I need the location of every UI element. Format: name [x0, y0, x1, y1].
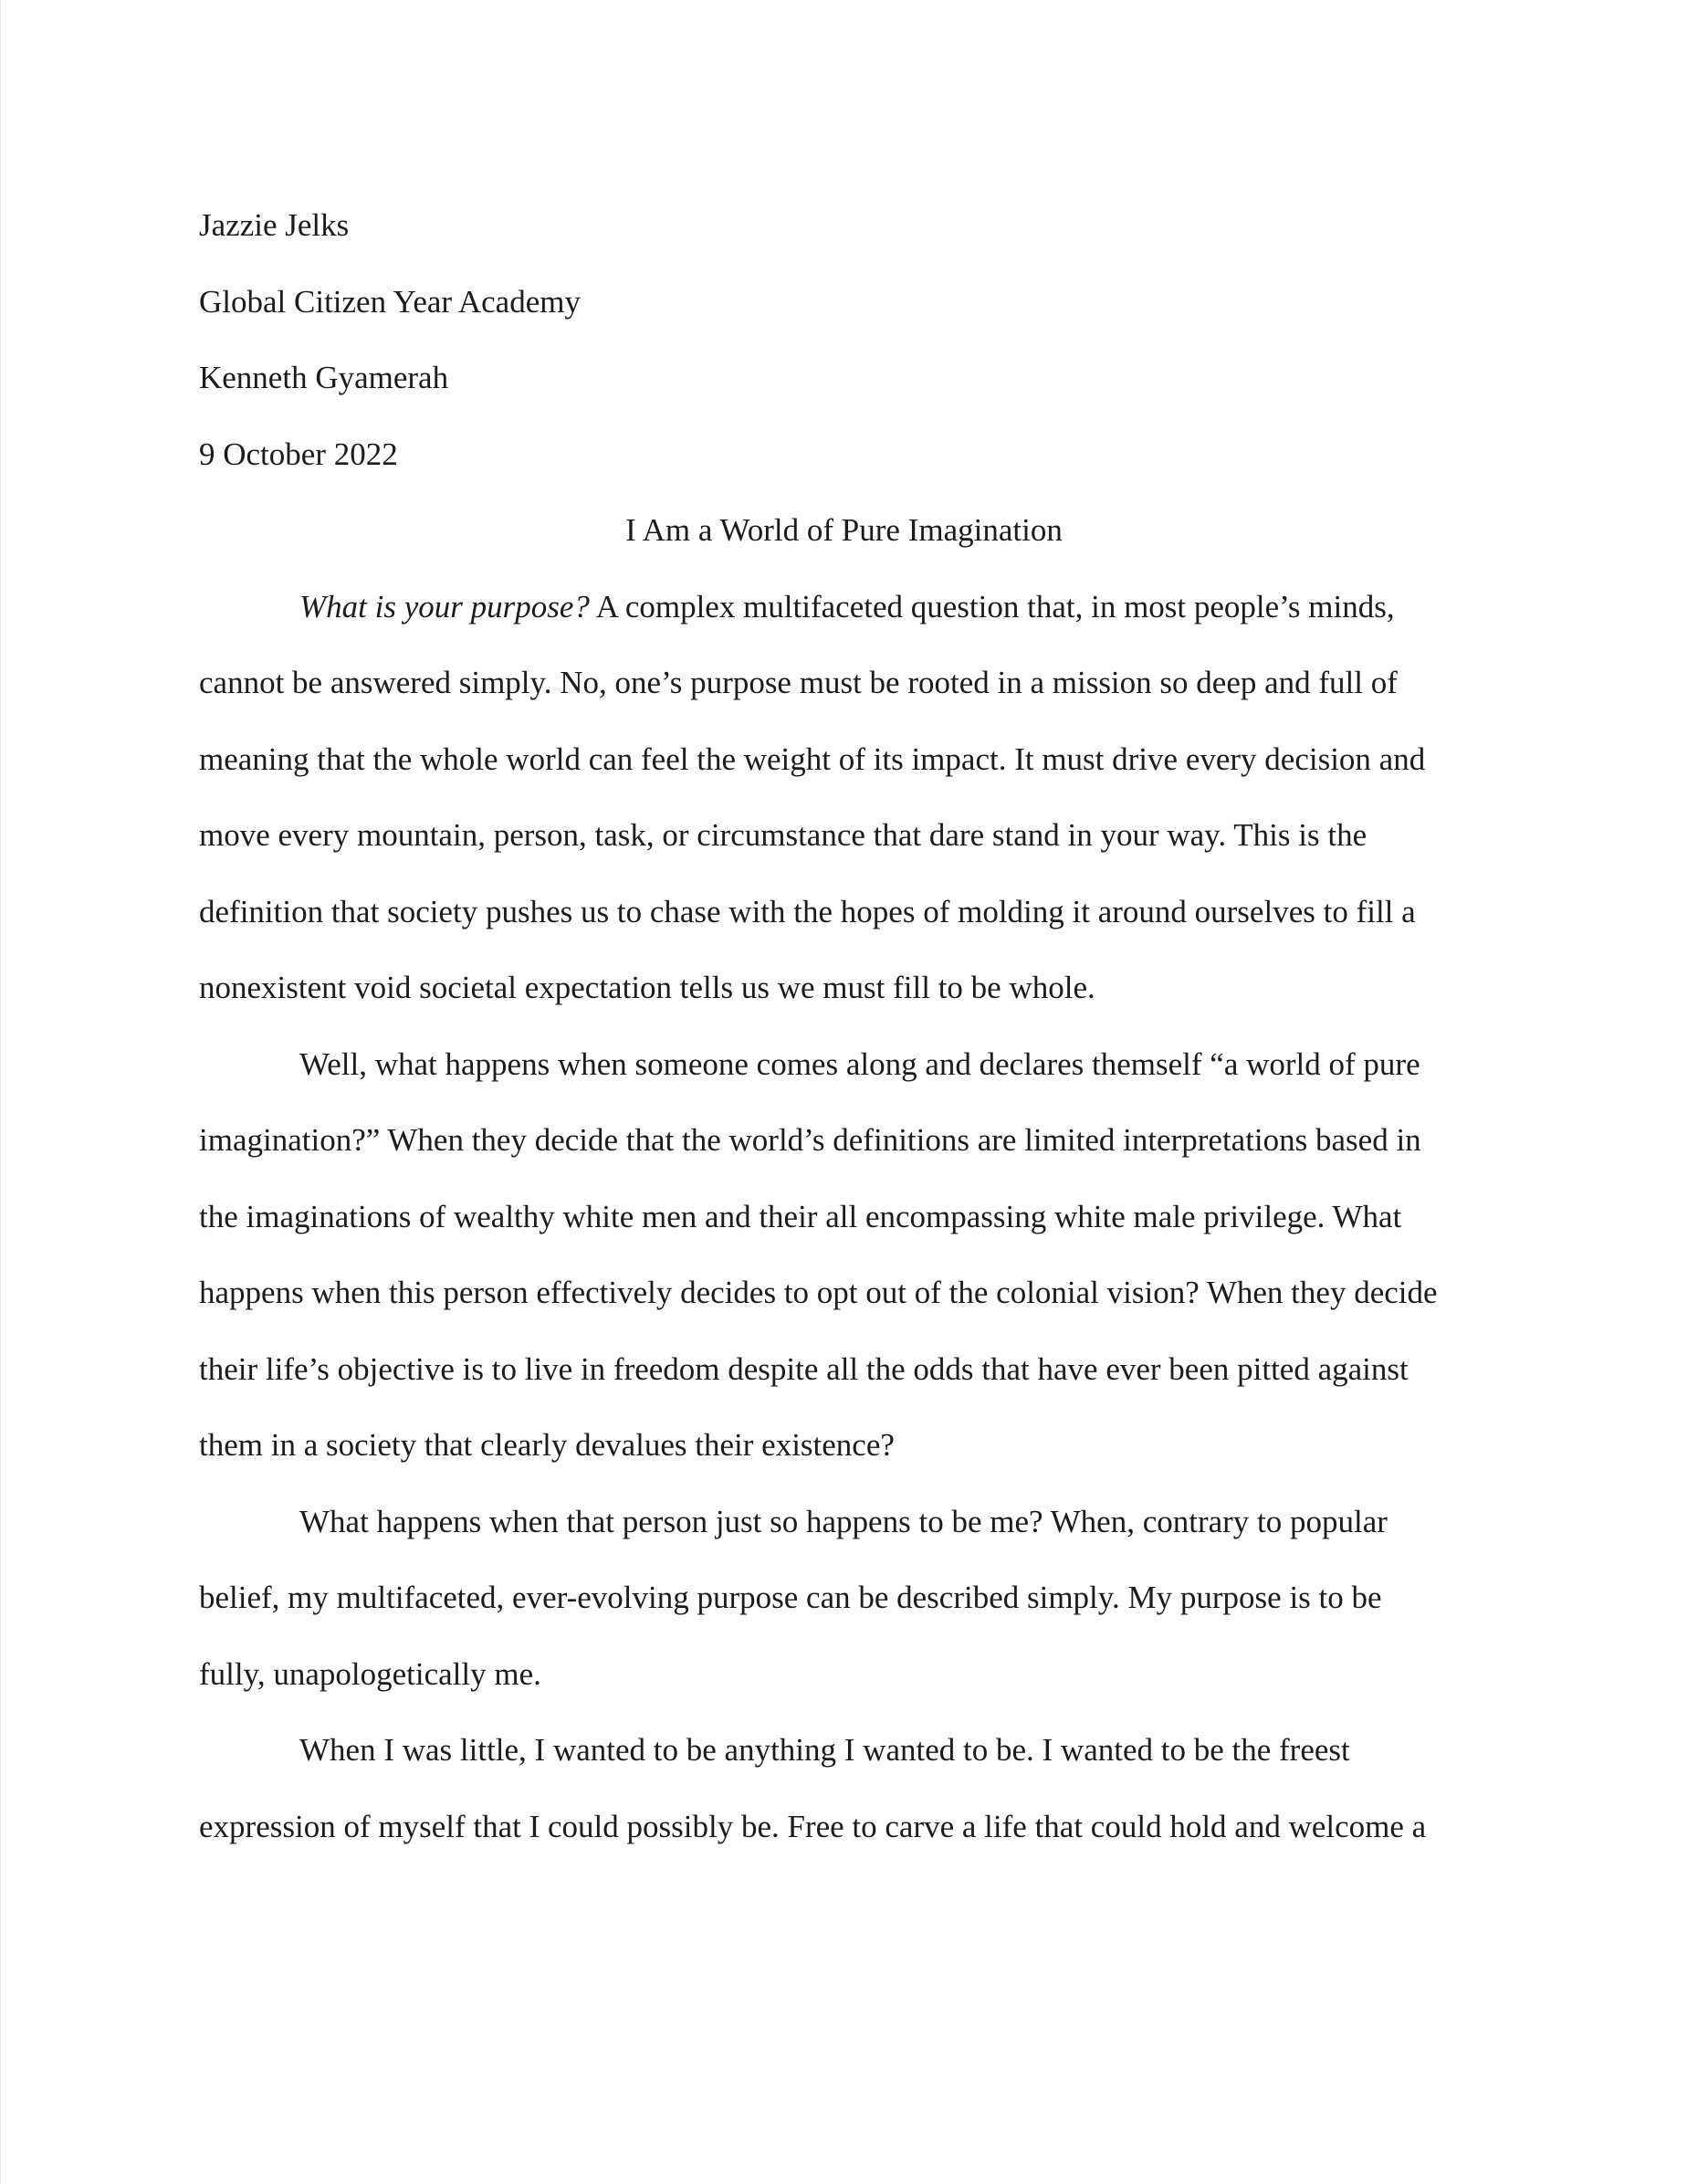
paragraph-line: What happens when that person just so happens to be me? When, contrary to popular: [299, 1503, 1388, 1539]
essay-title: I Am a World of Pure Imagination: [625, 512, 1063, 548]
paragraph-line: When I was little, I wanted to be anything I wanted to be. I wanted to be the freest: [299, 1732, 1350, 1768]
paragraph-line: the imaginations of wealthy white men and their all encompassing white male privilege. What: [199, 1198, 1402, 1234]
instructor-name: Kenneth Gyamerah: [199, 360, 449, 395]
institution-name: Global Citizen Year Academy: [199, 283, 581, 320]
paragraph-line: Well, what happens when someone comes along and declares themself “a world of pure: [299, 1045, 1420, 1082]
paragraph-line: [199, 569, 1495, 646]
paragraph: [199, 1712, 1495, 1864]
line-text: A complex multifaceted question that, in most people’s minds,: [589, 588, 1395, 625]
paragraph: [199, 1026, 1495, 1484]
paragraph-line: fully, unapologetically me.: [199, 1655, 541, 1692]
paragraph-line: happens when this person effectively decides to opt out of the colonial vision? When they decide: [199, 1275, 1438, 1310]
student-name: Jazzie Jelks: [199, 207, 350, 243]
paragraph: [199, 569, 1495, 1026]
essay-body: [199, 187, 1495, 1864]
paragraph-line: nonexistent void societal expectation tells us we must fill to be whole.: [199, 970, 1095, 1005]
paragraph-line: expression of myself that I could possibly be. Free to carve a life that could hold and welcome a: [199, 1808, 1427, 1844]
paragraph-line: imagination?” When they decide that the world’s definitions are limited interpretations based in: [199, 1122, 1421, 1158]
paragraph-line: them in a society that clearly devalues their existence?: [199, 1427, 895, 1463]
paragraph-line: move every mountain, person, task, or circumstance that dare stand in your way. This is the: [199, 817, 1367, 853]
paragraph-line: definition that society pushes us to chase with the hopes of molding it around ourselves to fill a: [199, 893, 1416, 929]
essay-date: 9 October 2022: [199, 436, 398, 472]
italic-question: What is your purpose?: [299, 588, 590, 625]
paragraph-line: cannot be answered simply. No, one’s purpose must be rooted in a mission so deep and full of: [199, 665, 1398, 700]
paragraph-line: belief, my multifaceted, ever-evolving purpose can be described simply. My purpose is to be: [199, 1580, 1382, 1615]
paragraph-line: meaning that the whole world can feel the weight of its impact. It must drive every decision and: [199, 740, 1426, 777]
paragraph: [199, 1484, 1495, 1713]
paragraph-line: their life’s objective is to live in freedom despite all the odds that have ever been pitted against: [199, 1350, 1409, 1387]
